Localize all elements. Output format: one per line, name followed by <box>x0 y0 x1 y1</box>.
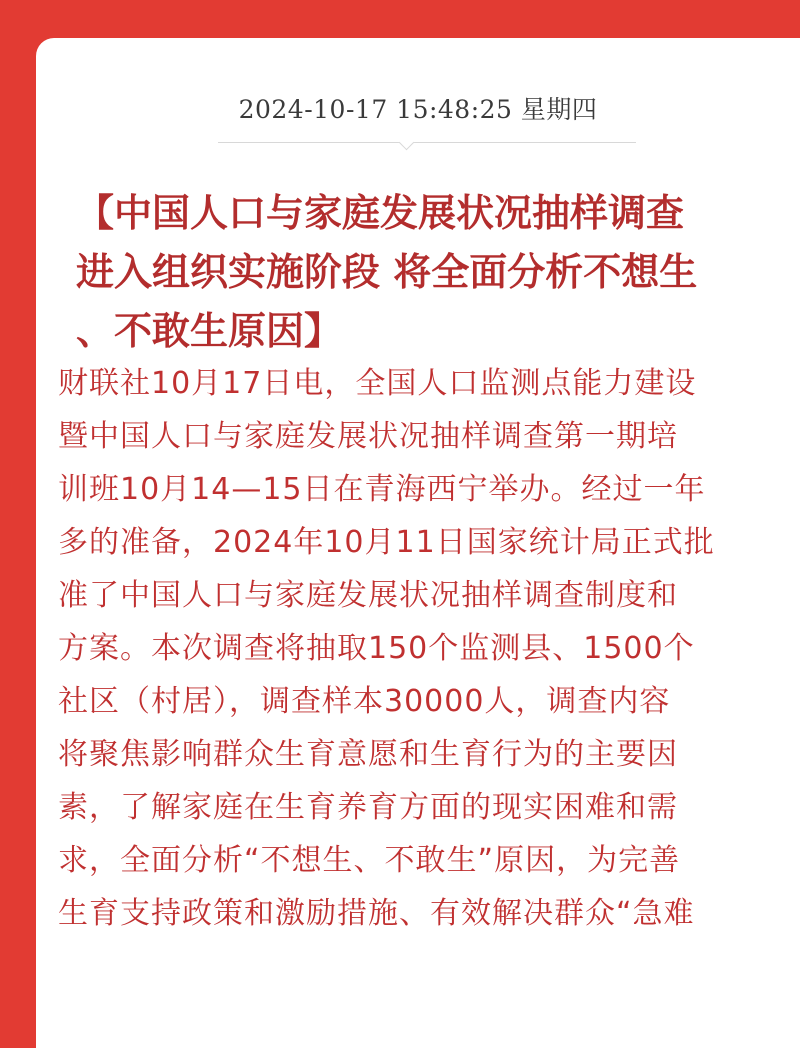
body-line: 财联社10月17日电，全国人口监测点能力建设 <box>58 366 697 401</box>
body-line: 多的准备，2024年10月11日国家统计局正式批 <box>58 525 715 560</box>
divider-notch <box>399 135 415 151</box>
timestamp-divider <box>218 142 636 143</box>
headline-line: 、不敢生原因】 <box>76 309 343 353</box>
article-body <box>58 357 748 940</box>
article-headline <box>76 184 776 361</box>
body-line: 训班10月14—15日在青海西宁举办。经过一年 <box>58 472 706 507</box>
headline-line: 进入组织实施阶段 将全面分析不想生 <box>76 250 698 294</box>
body-line: 社区（村居），调查样本30000人，调查内容 <box>58 684 671 719</box>
headline-line: 【中国人口与家庭发展状况抽样调查 <box>76 191 685 235</box>
body-line: 生育支持政策和激励措施、有效解决群众“急难 <box>58 896 695 931</box>
article-timestamp: 2024-10-17 15:48:25 星期四 <box>238 95 598 124</box>
body-line: 素，了解家庭在生育养育方面的现实困难和需 <box>58 790 678 825</box>
body-line: 暨中国人口与家庭发展状况抽样调查第一期培 <box>58 419 678 454</box>
body-line: 求，全面分析“不想生、不敢生”原因，为完善 <box>58 843 681 878</box>
body-line: 将聚焦影响群众生育意愿和生育行为的主要因 <box>58 737 678 772</box>
body-line: 准了中国人口与家庭发展状况抽样调查制度和 <box>58 578 678 613</box>
body-line: 方案。本次调查将抽取150个监测县、1500个 <box>58 631 695 666</box>
